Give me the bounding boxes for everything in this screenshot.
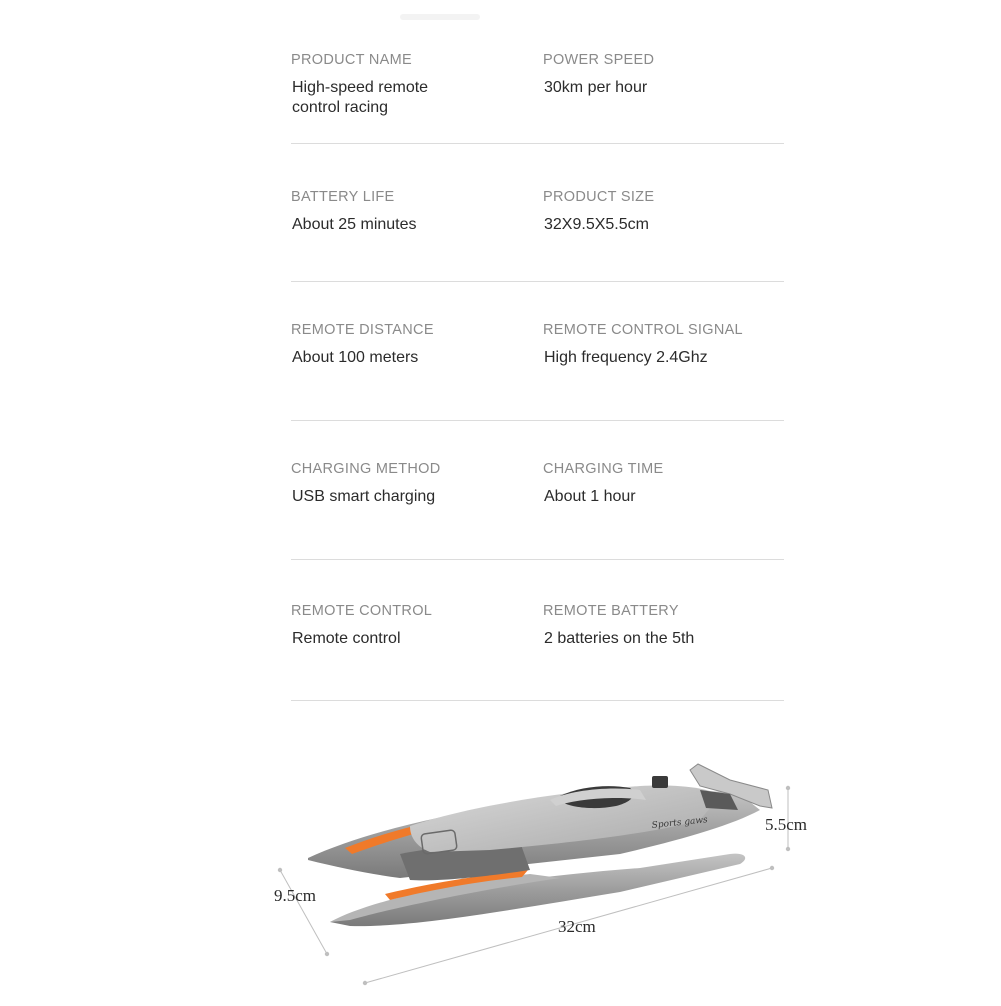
spec-value: 32X9.5X5.5cm (544, 216, 649, 233)
width-dimension-line (278, 868, 329, 956)
spec-value: Remote control (292, 630, 401, 647)
spec-cell-battery-life (291, 188, 531, 235)
divider (291, 700, 784, 701)
spec-value: USB smart charging (292, 488, 436, 505)
spec-value: 2 batteries on the 5th (544, 630, 695, 647)
spec-value: High-speed remote control racing (292, 79, 429, 116)
spec-cell-charging-time (543, 460, 783, 507)
spec-cell-remote-control-signal (543, 321, 783, 368)
spec-cell-remote-distance (291, 321, 531, 368)
faint-header-mark (400, 14, 480, 20)
spec-label: REMOTE CONTROL (291, 603, 433, 619)
height-label: 5.5cm (765, 815, 808, 834)
hull-text: Sports gaws (651, 815, 709, 831)
spec-cell-charging-method (291, 460, 531, 507)
spec-label: CHARGING TIME (543, 461, 664, 477)
spec-label: BATTERY LIFE (291, 189, 395, 205)
spec-value: High frequency 2.4Ghz (544, 349, 708, 366)
boat-image (260, 750, 840, 1001)
spec-value: About 1 hour (544, 488, 636, 505)
spec-cell-product-size (543, 188, 783, 235)
width-label: 9.5cm (274, 886, 317, 905)
length-label: 32cm (558, 917, 596, 936)
spec-cell-power-speed (543, 51, 783, 98)
divider (291, 143, 784, 144)
spec-cell-remote-control (291, 602, 531, 649)
spec-label: PRODUCT SIZE (543, 189, 655, 205)
spec-label: REMOTE DISTANCE (291, 322, 434, 338)
boat-illustration (260, 750, 840, 1001)
spec-value: About 100 meters (292, 349, 419, 366)
spec-cell-remote-battery (543, 602, 783, 649)
divider (291, 420, 784, 421)
spec-cell-product-name (291, 51, 531, 118)
spec-value: About 25 minutes (292, 216, 417, 233)
spec-value: 30km per hour (544, 79, 648, 96)
spec-label: REMOTE CONTROL SIGNAL (543, 322, 743, 338)
divider (291, 559, 784, 560)
divider (291, 281, 784, 282)
spec-label: POWER SPEED (543, 52, 655, 68)
spec-label: CHARGING METHOD (291, 461, 441, 477)
spec-label: REMOTE BATTERY (543, 603, 679, 619)
spec-label: PRODUCT NAME (291, 52, 412, 68)
